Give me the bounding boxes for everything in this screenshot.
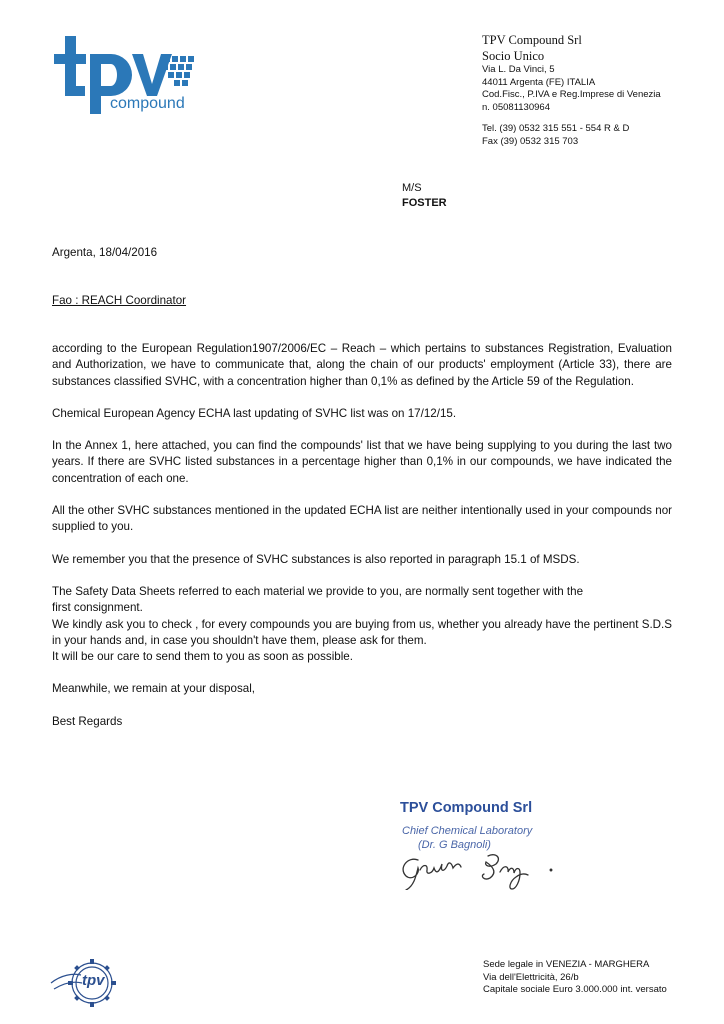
company-name: TPV Compound Srl bbox=[482, 33, 582, 47]
body-closing: Best Regards bbox=[52, 714, 123, 728]
recipient-name: FOSTER bbox=[402, 197, 447, 209]
logo-word: compound bbox=[110, 95, 185, 112]
body-paragraph-2: Chemical European Agency ECHA last updating of SVHC list was on 17/12/15. bbox=[52, 406, 457, 420]
letter-body bbox=[52, 341, 672, 730]
recipient-prefix: M/S bbox=[402, 182, 422, 194]
body-paragraph-6c: We kindly ask you to check , for every compounds you are buying from us, whether you already have the pertinent S.D.S in your hands and, in case you shouldn't have them, please ask for them. bbox=[52, 617, 672, 647]
signature-role: Chief Chemical Laboratory bbox=[402, 825, 533, 837]
fao-line: Fao : REACH Coordinator bbox=[52, 294, 187, 307]
company-address-line2: 44011 Argenta (FE) ITALIA bbox=[482, 76, 596, 88]
company-subtitle: Socio Unico bbox=[482, 49, 545, 63]
signature-name: (Dr. G Bagnoli) bbox=[418, 839, 491, 851]
company-header bbox=[482, 32, 702, 148]
footer-line2: Via dell'Elettricità, 26/b bbox=[483, 971, 579, 983]
body-paragraph-7: Meanwhile, we remain at your disposal, bbox=[52, 682, 255, 696]
body-paragraph-5: We remember you that the presence of SVHC substances is also reported in paragraph 15.1 of MSDS. bbox=[52, 552, 580, 566]
body-paragraph-1: according to the European Regulation1907/2006/EC – Reach – which pertains to substances Registration, Evaluation and Authorization, we have to communicate that, along the chain of our products' employment (Article 33), there are substances classified SVHC, with a concentration higher than 0,1% as defined by the Article 59 of the Regulation. bbox=[52, 342, 672, 388]
company-address-line1: Via L. Da Vinci, 5 bbox=[482, 64, 555, 75]
footer-line1: Sede legale in VENEZIA - MARGHERA bbox=[483, 959, 650, 970]
company-fax: Fax (39) 0532 315 703 bbox=[482, 135, 579, 147]
company-tel: Tel. (39) 0532 315 551 - 554 R & D bbox=[482, 123, 630, 134]
company-fiscal-line1: Cod.Fisc., P.IVA e Reg.Imprese di Venezia bbox=[482, 89, 661, 100]
body-paragraph-6b: first consignment. bbox=[52, 601, 143, 615]
body-paragraph-6a: The Safety Data Sheets referred to each material we provide to you, are normally sent together with the bbox=[52, 584, 584, 598]
signature-company: TPV Compound Srl bbox=[400, 800, 533, 816]
body-paragraph-4: All the other SVHC substances mentioned in the updated ECHA list are neither intentionally used in your compounds nor supplied to you. bbox=[52, 504, 672, 534]
body-paragraph-3: In the Annex 1, here attached, you can find the compounds' list that we have being supplying to you during the last two years. If there are SVHC listed substances in a percentage higher than 0,1% in our compounds, we have indicated the concentration of each one. bbox=[52, 439, 672, 485]
body-paragraph-6d: It will be our care to send them to you as soon as possible. bbox=[52, 650, 353, 664]
handwritten-signature bbox=[396, 846, 566, 890]
company-fiscal-line2: n. 05081130964 bbox=[482, 101, 550, 113]
recipient-block bbox=[402, 181, 447, 211]
footer-line3: Capitale sociale Euro 3.000.000 int. versato bbox=[483, 984, 667, 995]
footer-logo-text: tpv bbox=[82, 972, 105, 989]
letter-date: Argenta, 18/04/2016 bbox=[52, 246, 158, 259]
footer-legal bbox=[483, 959, 667, 997]
